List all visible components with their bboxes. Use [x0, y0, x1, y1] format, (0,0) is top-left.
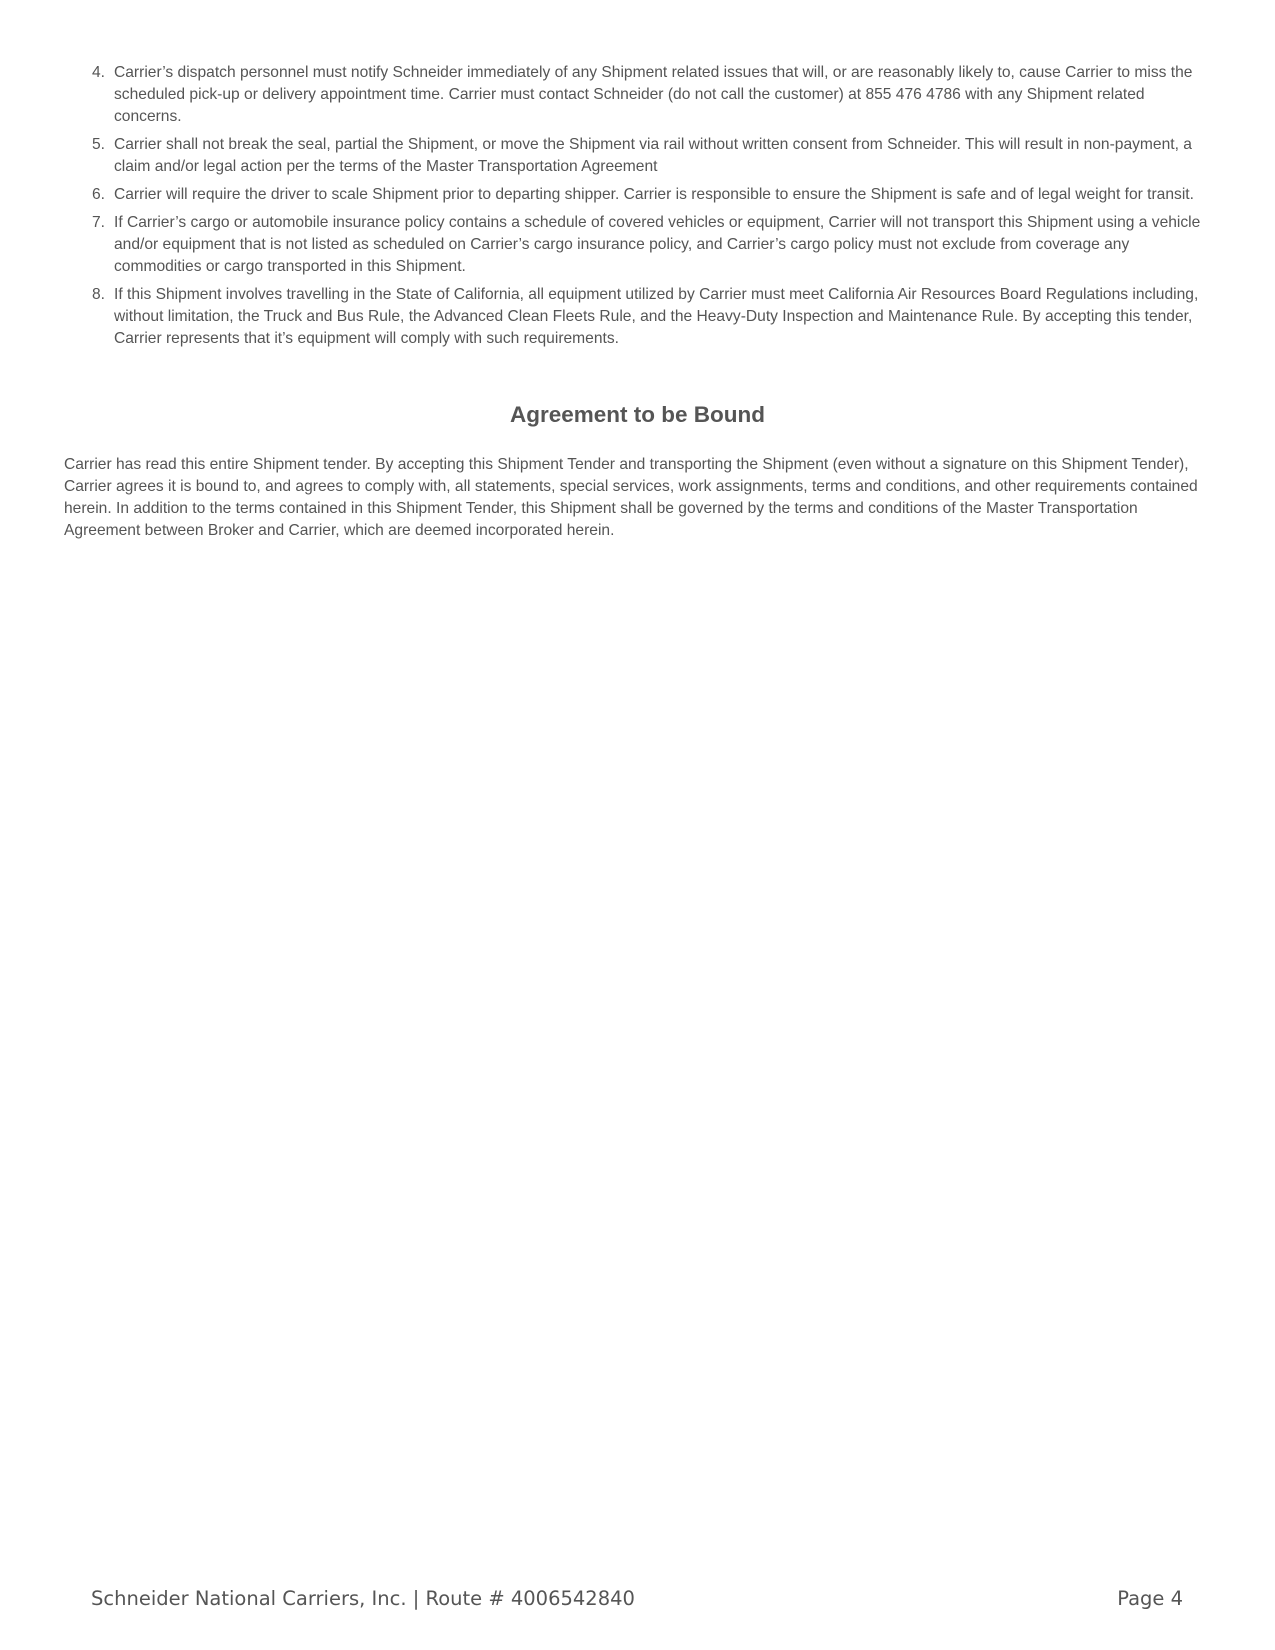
list-item: [64, 284, 1214, 350]
footer-page-number: Page 4: [1117, 1587, 1183, 1610]
list-item-text: Carrier’s dispatch personnel must notify Schneider immediately of any Shipment related issues that will, or are reasonably likely to, cause Carrier to miss the scheduled pick-up or delivery appointment time. Carrier must contact Schneider (do not call the customer) at 855 476 4786 with any Shipment related concerns.: [114, 64, 1193, 125]
list-item-number: 7.: [92, 214, 106, 231]
list-item-number: 4.: [92, 64, 106, 81]
list-item-text: Carrier will require the driver to scale Shipment prior to departing shipper. Carrier is responsible to ensure the Shipment is safe and of legal weight for transit.: [114, 186, 1194, 203]
list-item-number: 8.: [92, 286, 106, 303]
agreement-paragraph: Carrier has read this entire Shipment tender. By accepting this Shipment Tender and transporting the Shipment (even without a signature on this Shipment Tender), Carrier agrees it is bound to, and agrees to comply with, all statements, special services, work assignments, terms and conditions, and other requirements contained herein. In addition to the terms contained in this Shipment Tender, this Shipment shall be governed by the terms and conditions of the Master Transportation Agreement between Broker and Carrier, which are deemed incorporated herein.: [64, 456, 1198, 539]
list-item: [64, 184, 1214, 206]
list-item-text: If this Shipment involves travelling in the State of California, all equipment utilized by Carrier must meet California Air Resources Board Regulations including, without limitation, the Truck and Bus Rule, the Advanced Clean Fleets Rule, and the Heavy-Duty Inspection and Maintenance Rule. By accepting this tender, Carrier represents that it’s equipment will comply with such requirements.: [114, 286, 1199, 347]
section-heading: Agreement to be Bound: [509, 402, 765, 427]
list-item-text: If Carrier’s cargo or automobile insurance policy contains a schedule of covered vehicles or equipment, Carrier will not transport this Shipment using a vehicle and/or equipment that is not listed as scheduled on Carrier’s cargo insurance policy, and Carrier’s cargo policy must not exclude from coverage any commodities or cargo transported in this Shipment.: [114, 214, 1201, 275]
terms-list: [64, 62, 1214, 356]
list-item-number: 5.: [92, 136, 106, 153]
list-item: [64, 134, 1214, 178]
list-item: [64, 212, 1214, 278]
list-item: [64, 62, 1214, 128]
list-item-number: 6.: [92, 186, 106, 203]
list-item-text: Carrier shall not break the seal, partial the Shipment, or move the Shipment via rail without written consent from Schneider. This will result in non-payment, a claim and/or legal action per the terms of the Master Transportation Agreement: [114, 136, 1192, 175]
footer-company-route: Schneider National Carriers, Inc. | Route # 4006542840: [91, 1587, 635, 1610]
